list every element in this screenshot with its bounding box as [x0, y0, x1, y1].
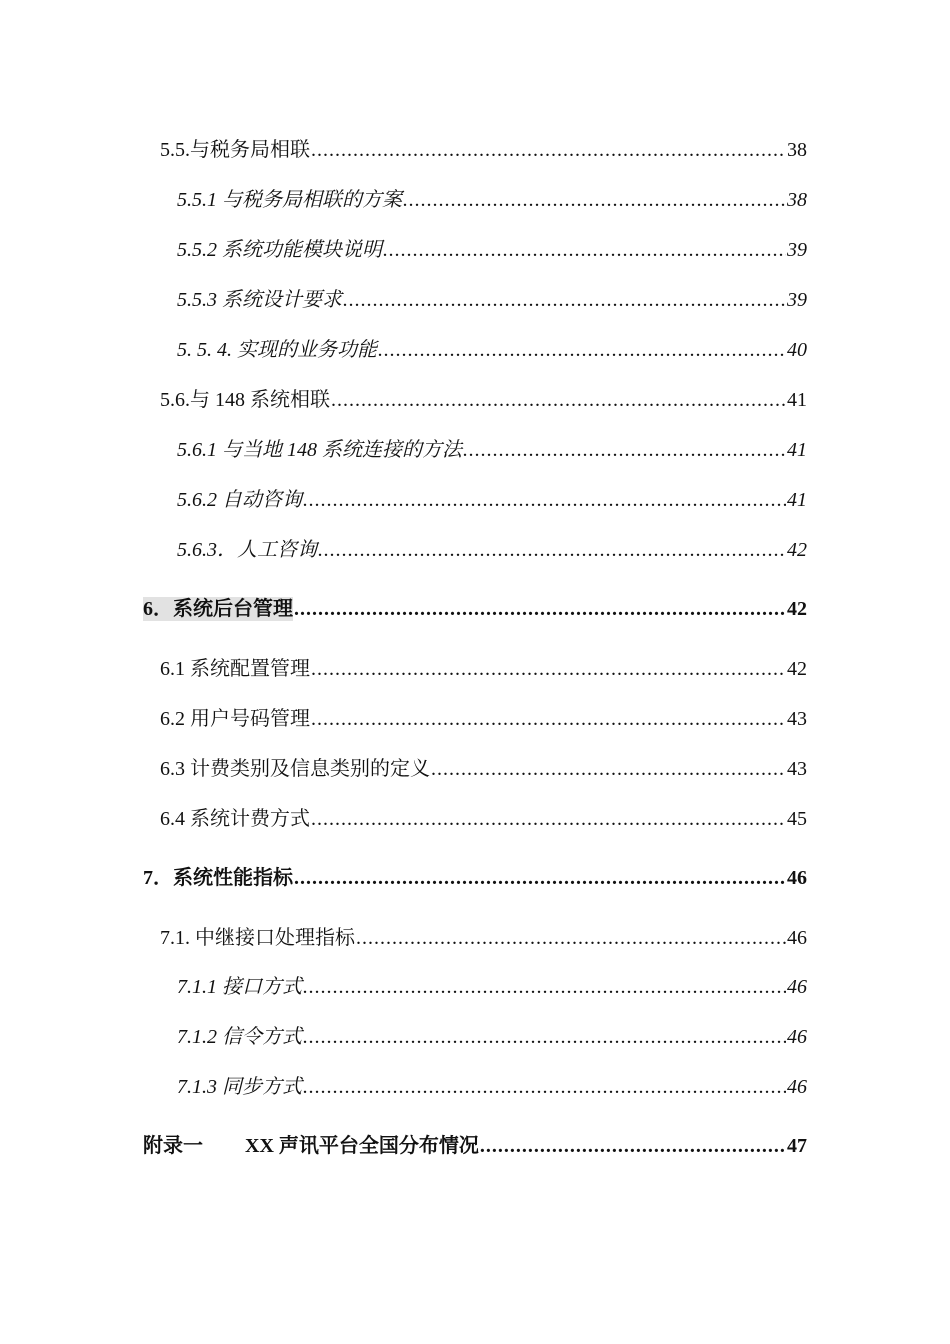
toc-entry-page: 41	[787, 439, 807, 461]
toc-entry-page: 46	[787, 927, 807, 949]
toc-entry-page: 38	[787, 139, 807, 161]
toc-leader-dots	[294, 866, 786, 890]
toc-entry-appendix-1[interactable]	[143, 1134, 807, 1158]
toc-entry-title: 5.5.与税务局相联	[160, 139, 310, 161]
toc-entry-title: 7.1.1 接口方式	[177, 976, 302, 998]
toc-entry-page: 46	[787, 1076, 807, 1098]
toc-entry-page: 46	[787, 867, 807, 889]
toc-leader-dots	[463, 438, 786, 462]
toc-entry-title: 6.4 系统计费方式	[160, 808, 310, 830]
toc-entry-5-5[interactable]	[143, 138, 807, 162]
toc-entry-5-5-2[interactable]	[143, 238, 807, 262]
toc-leader-dots	[303, 1025, 786, 1049]
toc-leader-dots	[343, 288, 786, 312]
toc-entry-5-6-3[interactable]	[143, 538, 807, 562]
toc-entry-title: 5.5.1 与税务局相联的方案	[177, 189, 402, 211]
toc-entry-5-5-1[interactable]	[143, 188, 807, 212]
toc-entry-title: 5.5.3 系统设计要求	[177, 289, 342, 311]
toc-entry-page: 42	[787, 539, 807, 561]
toc-leader-dots	[356, 926, 786, 950]
toc-leader-dots	[318, 538, 786, 562]
toc-leader-dots	[431, 757, 786, 781]
toc-entry-title: 6.1 系统配置管理	[160, 658, 310, 680]
toc-entry-page: 38	[787, 189, 807, 211]
toc-entry-title: 6．系统后台管理	[143, 598, 293, 620]
toc-entry-7[interactable]	[143, 866, 807, 890]
toc-entry-page: 40	[787, 339, 807, 361]
toc-entry-page: 41	[787, 489, 807, 511]
toc-entry-title: 7.1.2 信令方式	[177, 1026, 302, 1048]
toc-leader-dots	[303, 1075, 786, 1099]
toc-entry-title: 5.6.2 自动咨询	[177, 489, 302, 511]
toc-entry-6-3[interactable]	[143, 757, 807, 781]
toc-entry-title: 6.3 计费类别及信息类别的定义	[160, 758, 430, 780]
toc-entry-6[interactable]	[143, 597, 807, 621]
toc-entry-6-1[interactable]	[143, 657, 807, 681]
toc-entry-page: 46	[787, 976, 807, 998]
toc-entry-title: 5.6.与 148 系统相联	[160, 389, 330, 411]
toc-entry-title: 6.2 用户号码管理	[160, 708, 310, 730]
toc-leader-dots	[378, 338, 786, 362]
toc-leader-dots	[480, 1134, 786, 1158]
toc-entry-page: 43	[787, 758, 807, 780]
toc-leader-dots	[383, 238, 786, 262]
toc-leader-dots	[311, 807, 786, 831]
toc-leader-dots	[303, 488, 786, 512]
toc-entry-title: 5. 5. 4. 实现的业务功能	[177, 339, 377, 361]
toc-entry-page: 39	[787, 239, 807, 261]
toc-entry-title	[143, 1134, 479, 1158]
toc-entry-page: 42	[787, 658, 807, 680]
toc-entry-page: 41	[787, 389, 807, 411]
toc-entry-7-1-1[interactable]	[143, 975, 807, 999]
toc-leader-dots	[294, 597, 786, 621]
toc-entry-6-2[interactable]	[143, 707, 807, 731]
toc-leader-dots	[311, 707, 786, 731]
toc-entry-title: 7．系统性能指标	[143, 867, 293, 889]
toc-entry-5-5-3[interactable]	[143, 288, 807, 312]
appendix-title: XX 声讯平台全国分布情况	[245, 1135, 479, 1157]
toc-entry-page: 39	[787, 289, 807, 311]
toc-entry-5-6[interactable]	[143, 388, 807, 412]
toc-entry-page: 42	[787, 598, 807, 620]
toc-leader-dots	[403, 188, 786, 212]
toc-leader-dots	[311, 657, 786, 681]
toc-entry-title: 7.1.3 同步方式	[177, 1076, 302, 1098]
toc-leader-dots	[311, 138, 786, 162]
toc-entry-title: 5.6.3．人工咨询	[177, 539, 317, 561]
toc-leader-dots	[303, 975, 786, 999]
toc-entry-6-4[interactable]	[143, 807, 807, 831]
toc-entry-5-6-2[interactable]	[143, 488, 807, 512]
toc-entry-5-5-4[interactable]	[143, 338, 807, 362]
toc-entry-page: 46	[787, 1026, 807, 1048]
toc-entry-7-1-2[interactable]	[143, 1025, 807, 1049]
appendix-label: 附录一	[143, 1135, 203, 1157]
toc-entry-5-6-1[interactable]	[143, 438, 807, 462]
toc-entry-title: 5.5.2 系统功能模块说明	[177, 239, 382, 261]
toc-entry-7-1[interactable]	[143, 926, 807, 950]
toc-entry-7-1-3[interactable]	[143, 1075, 807, 1099]
toc-entry-page: 43	[787, 708, 807, 730]
toc-entry-page: 47	[787, 1135, 807, 1157]
toc-entry-page: 45	[787, 808, 807, 830]
toc-entry-title: 5.6.1 与当地 148 系统连接的方法	[177, 439, 462, 461]
toc-entry-title: 7.1. 中继接口处理指标	[160, 927, 355, 949]
toc-leader-dots	[331, 388, 786, 412]
